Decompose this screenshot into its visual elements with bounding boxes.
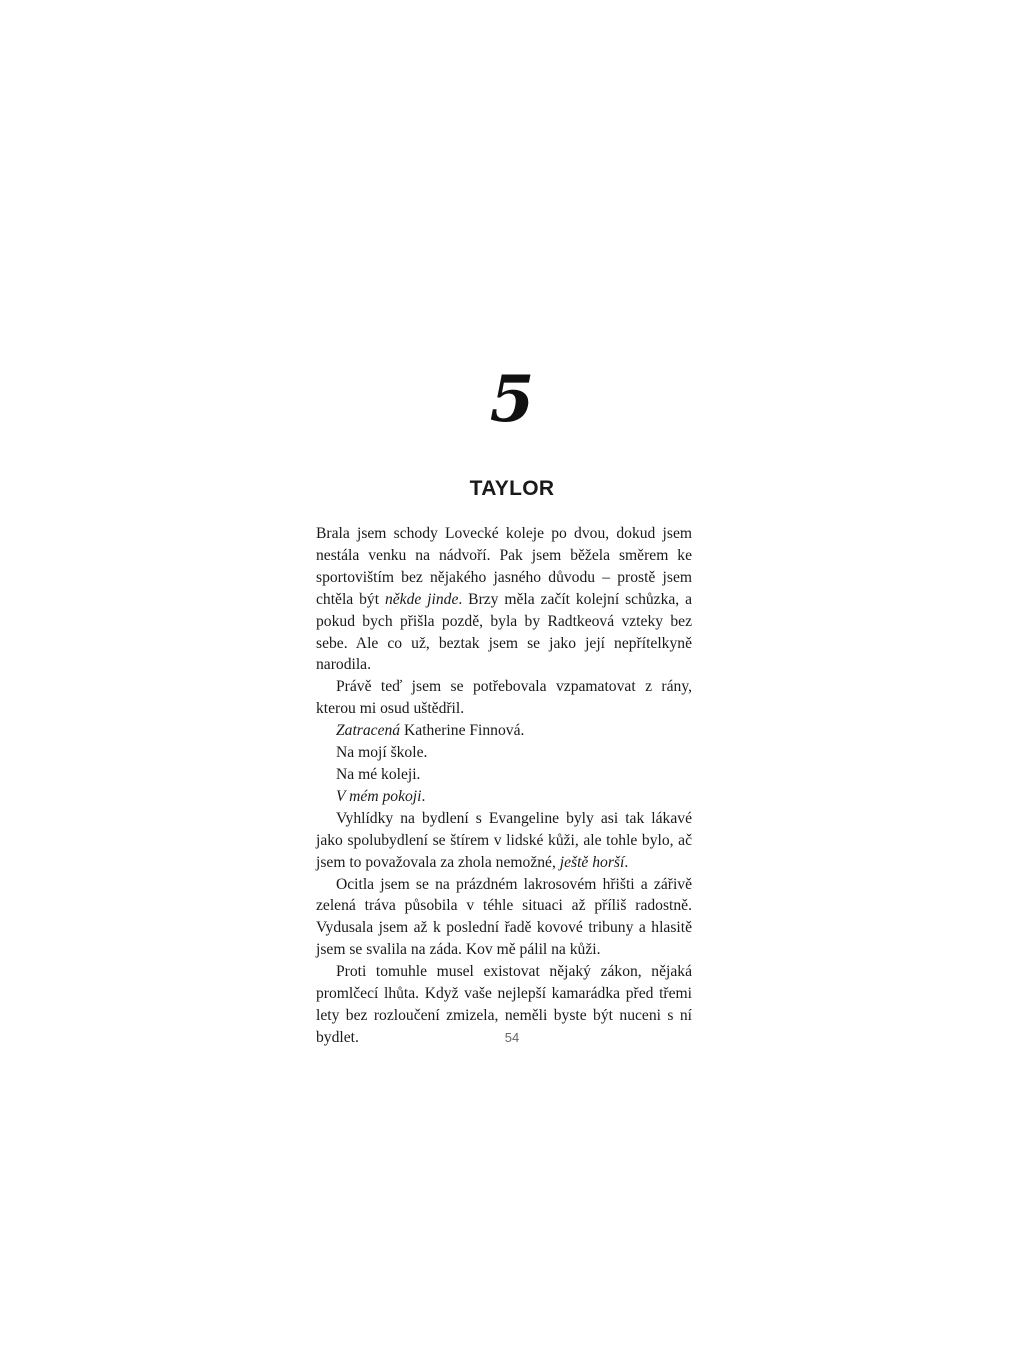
text-segment: Na mé koleji. (336, 765, 421, 783)
text-segment: . (624, 853, 629, 871)
page-number: 54 (504, 1030, 520, 1045)
text-segment: Katherine Finnová. (400, 722, 525, 740)
text-segment: . (421, 787, 426, 805)
paragraph (316, 742, 692, 764)
text-segment: Právě teď jsem se potřebovala vzpamatovat z rány, kterou mi osud uštědřil. (316, 678, 692, 718)
chapter-number: 5 (489, 362, 535, 437)
text-segment: Brala jsem schody Lovecké koleje po dvou, dokud jsem nestála venku na nádvoří. Pak jsem běžela směrem ke sportovištím bez nějakého jasného důvodu – prostě jsem chtěla být (316, 525, 692, 608)
italic-segment: V mém pokoji (336, 787, 422, 805)
text-segment: Proti tomuhle musel existovat nějaký zákon, nějaká promlčecí lhůta. Když vaše nejlepší kamarádka před třemi lety bez rozloučení zmizela, neměli byste být nuceni s ní bydlet. (316, 963, 692, 1046)
paragraph (316, 523, 692, 676)
italic-segment: Zatracená (336, 722, 401, 740)
paragraph (316, 874, 692, 962)
body-text (316, 523, 692, 1049)
chapter-title: TAYLOR (469, 477, 555, 500)
paragraph (316, 786, 692, 808)
paragraph (316, 720, 692, 742)
paragraph (316, 764, 692, 786)
italic-segment: ještě horší (559, 853, 625, 871)
text-segment: Vyhlídky na bydlení s Evangeline byly asi tak lákavé jako spolubydlení se štírem v lidské kůži, ale tohle bylo, ač jsem to považovala za zhola nemožné, (316, 809, 692, 871)
paragraph (316, 676, 692, 720)
text-segment: Na mojí škole. (336, 744, 428, 762)
paragraph (316, 808, 692, 874)
text-segment: . Brzy měla začít kolejní schůzka, a pokud bych přišla pozdě, byla by Radtkeová vzteky bez sebe. Ale co už, beztak jsem se jako její nepřítelkyně narodila. (316, 590, 693, 674)
italic-segment: někde jinde (384, 590, 459, 608)
text-segment: Ocitla jsem se na prázdném lakrosovém hřišti a zářivě zelená tráva působila v téhle situaci až příliš radostně. Vydusala jsem až k poslední řadě kovové tribuny a hlasitě jsem se svalila na záda. Kov mě pálil na kůži. (316, 875, 692, 959)
